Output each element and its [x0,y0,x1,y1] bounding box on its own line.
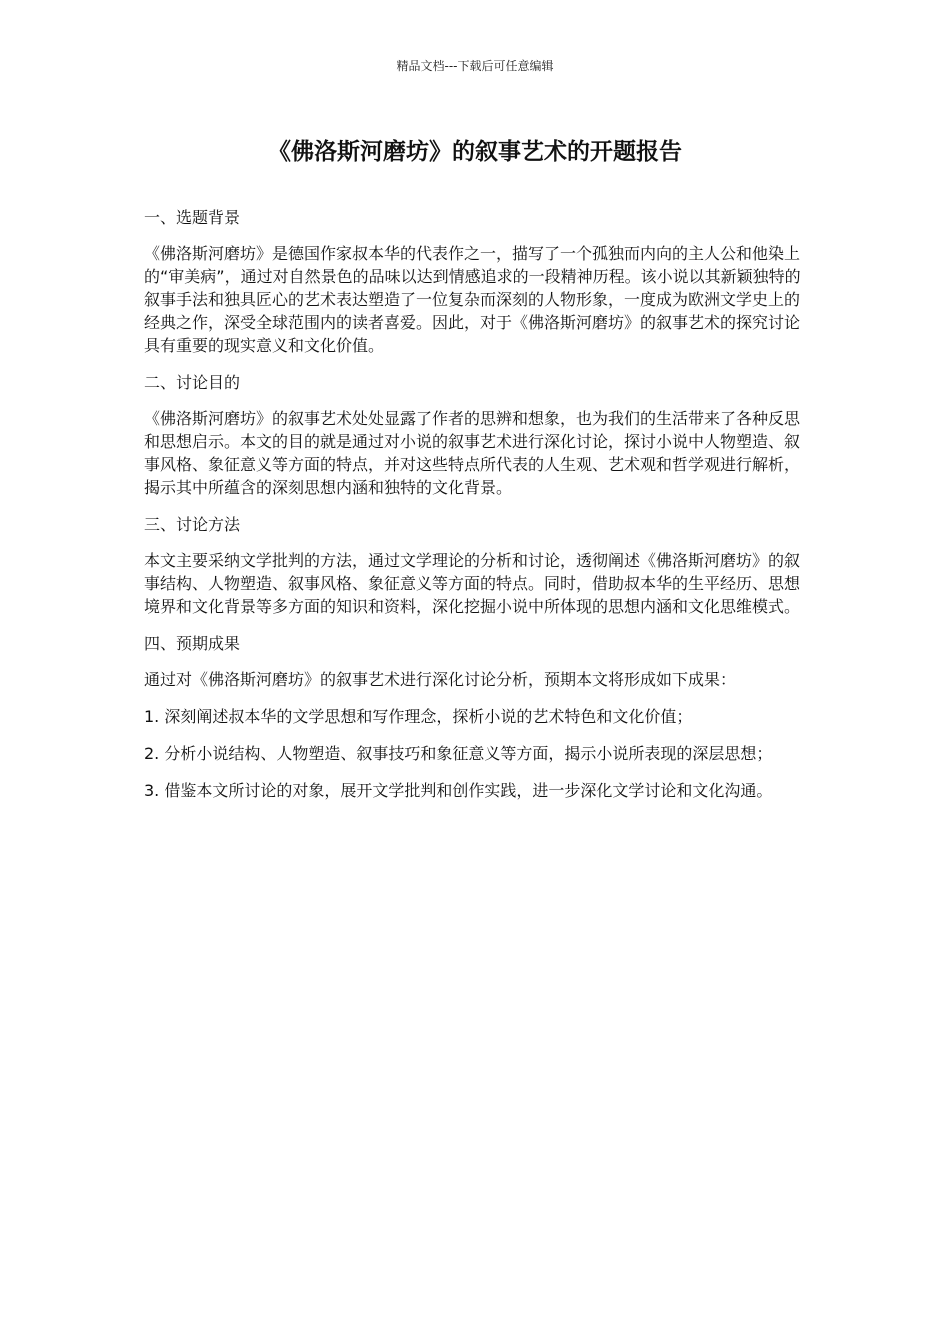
document-body [144,206,804,816]
outcome-item-2: 2. 分析小说结构、人物塑造、叙事技巧和象征意义等方面，揭示小说所表现的深层思想； [144,744,773,763]
document-title: 《佛洛斯河磨坊》的叙事艺术的开题报告 [268,139,682,165]
section-heading-outcomes: 四、预期成果 [144,634,241,653]
page-header: 精品文档---下载后可任意编辑 [396,59,554,73]
section-heading-purpose: 二、讨论目的 [144,373,241,392]
section-body-background: 《佛洛斯河磨坊》是德国作家叔本华的代表作之一，描写了一个孤独而内向的主人公和他染上的“审美病”，通过对自然景色的品味以达到情感追求的一段精神历程。该小说以其新颖独特的叙事手法和独具匠心的艺术表达塑造了一位复杂而深刻的人物形象，一度成为欧洲文学史上的经典之作，深受全球范围内的读者喜爱。因此，对于《佛洛斯河磨坊》的叙事艺术的探究讨论具有重要的现实意义和文化价值。 [144,244,801,355]
section-body-purpose: 《佛洛斯河磨坊》的叙事艺术处处显露了作者的思辨和想象，也为我们的生活带来了各种反思和思想启示。本文的目的就是通过对小说的叙事艺术进行深化讨论，探讨小说中人物塑造、叙事风格、象征意义等方面的特点，并对这些特点所代表的人生观、艺术观和哲学观进行解析，揭示其中所蕴含的深刻思想内涵和独特的文化背景。 [144,409,801,497]
outcome-item-3: 3. 借鉴本文所讨论的对象，展开文学批判和创作实践，进一步深化文学讨论和文化沟通。 [144,781,773,800]
section-body-method: 本文主要采纳文学批判的方法，通过文学理论的分析和讨论，透彻阐述《佛洛斯河磨坊》的叙事结构、人物塑造、叙事风格、象征意义等方面的特点。同时，借助叔本华的生平经历、思想境界和文化背景等多方面的知识和资料，深化挖掘小说中所体现的思想内涵和文化思维模式。 [144,551,801,616]
outcome-item-1: 1. 深刻阐述叔本华的文学思想和写作理念，探析小说的艺术特色和文化价值； [144,707,693,726]
section-body-outcomes: 通过对《佛洛斯河磨坊》的叙事艺术进行深化讨论分析，预期本文将形成如下成果： [144,670,737,689]
section-heading-method: 三、讨论方法 [144,515,241,534]
section-heading-background: 一、选题背景 [144,208,241,227]
